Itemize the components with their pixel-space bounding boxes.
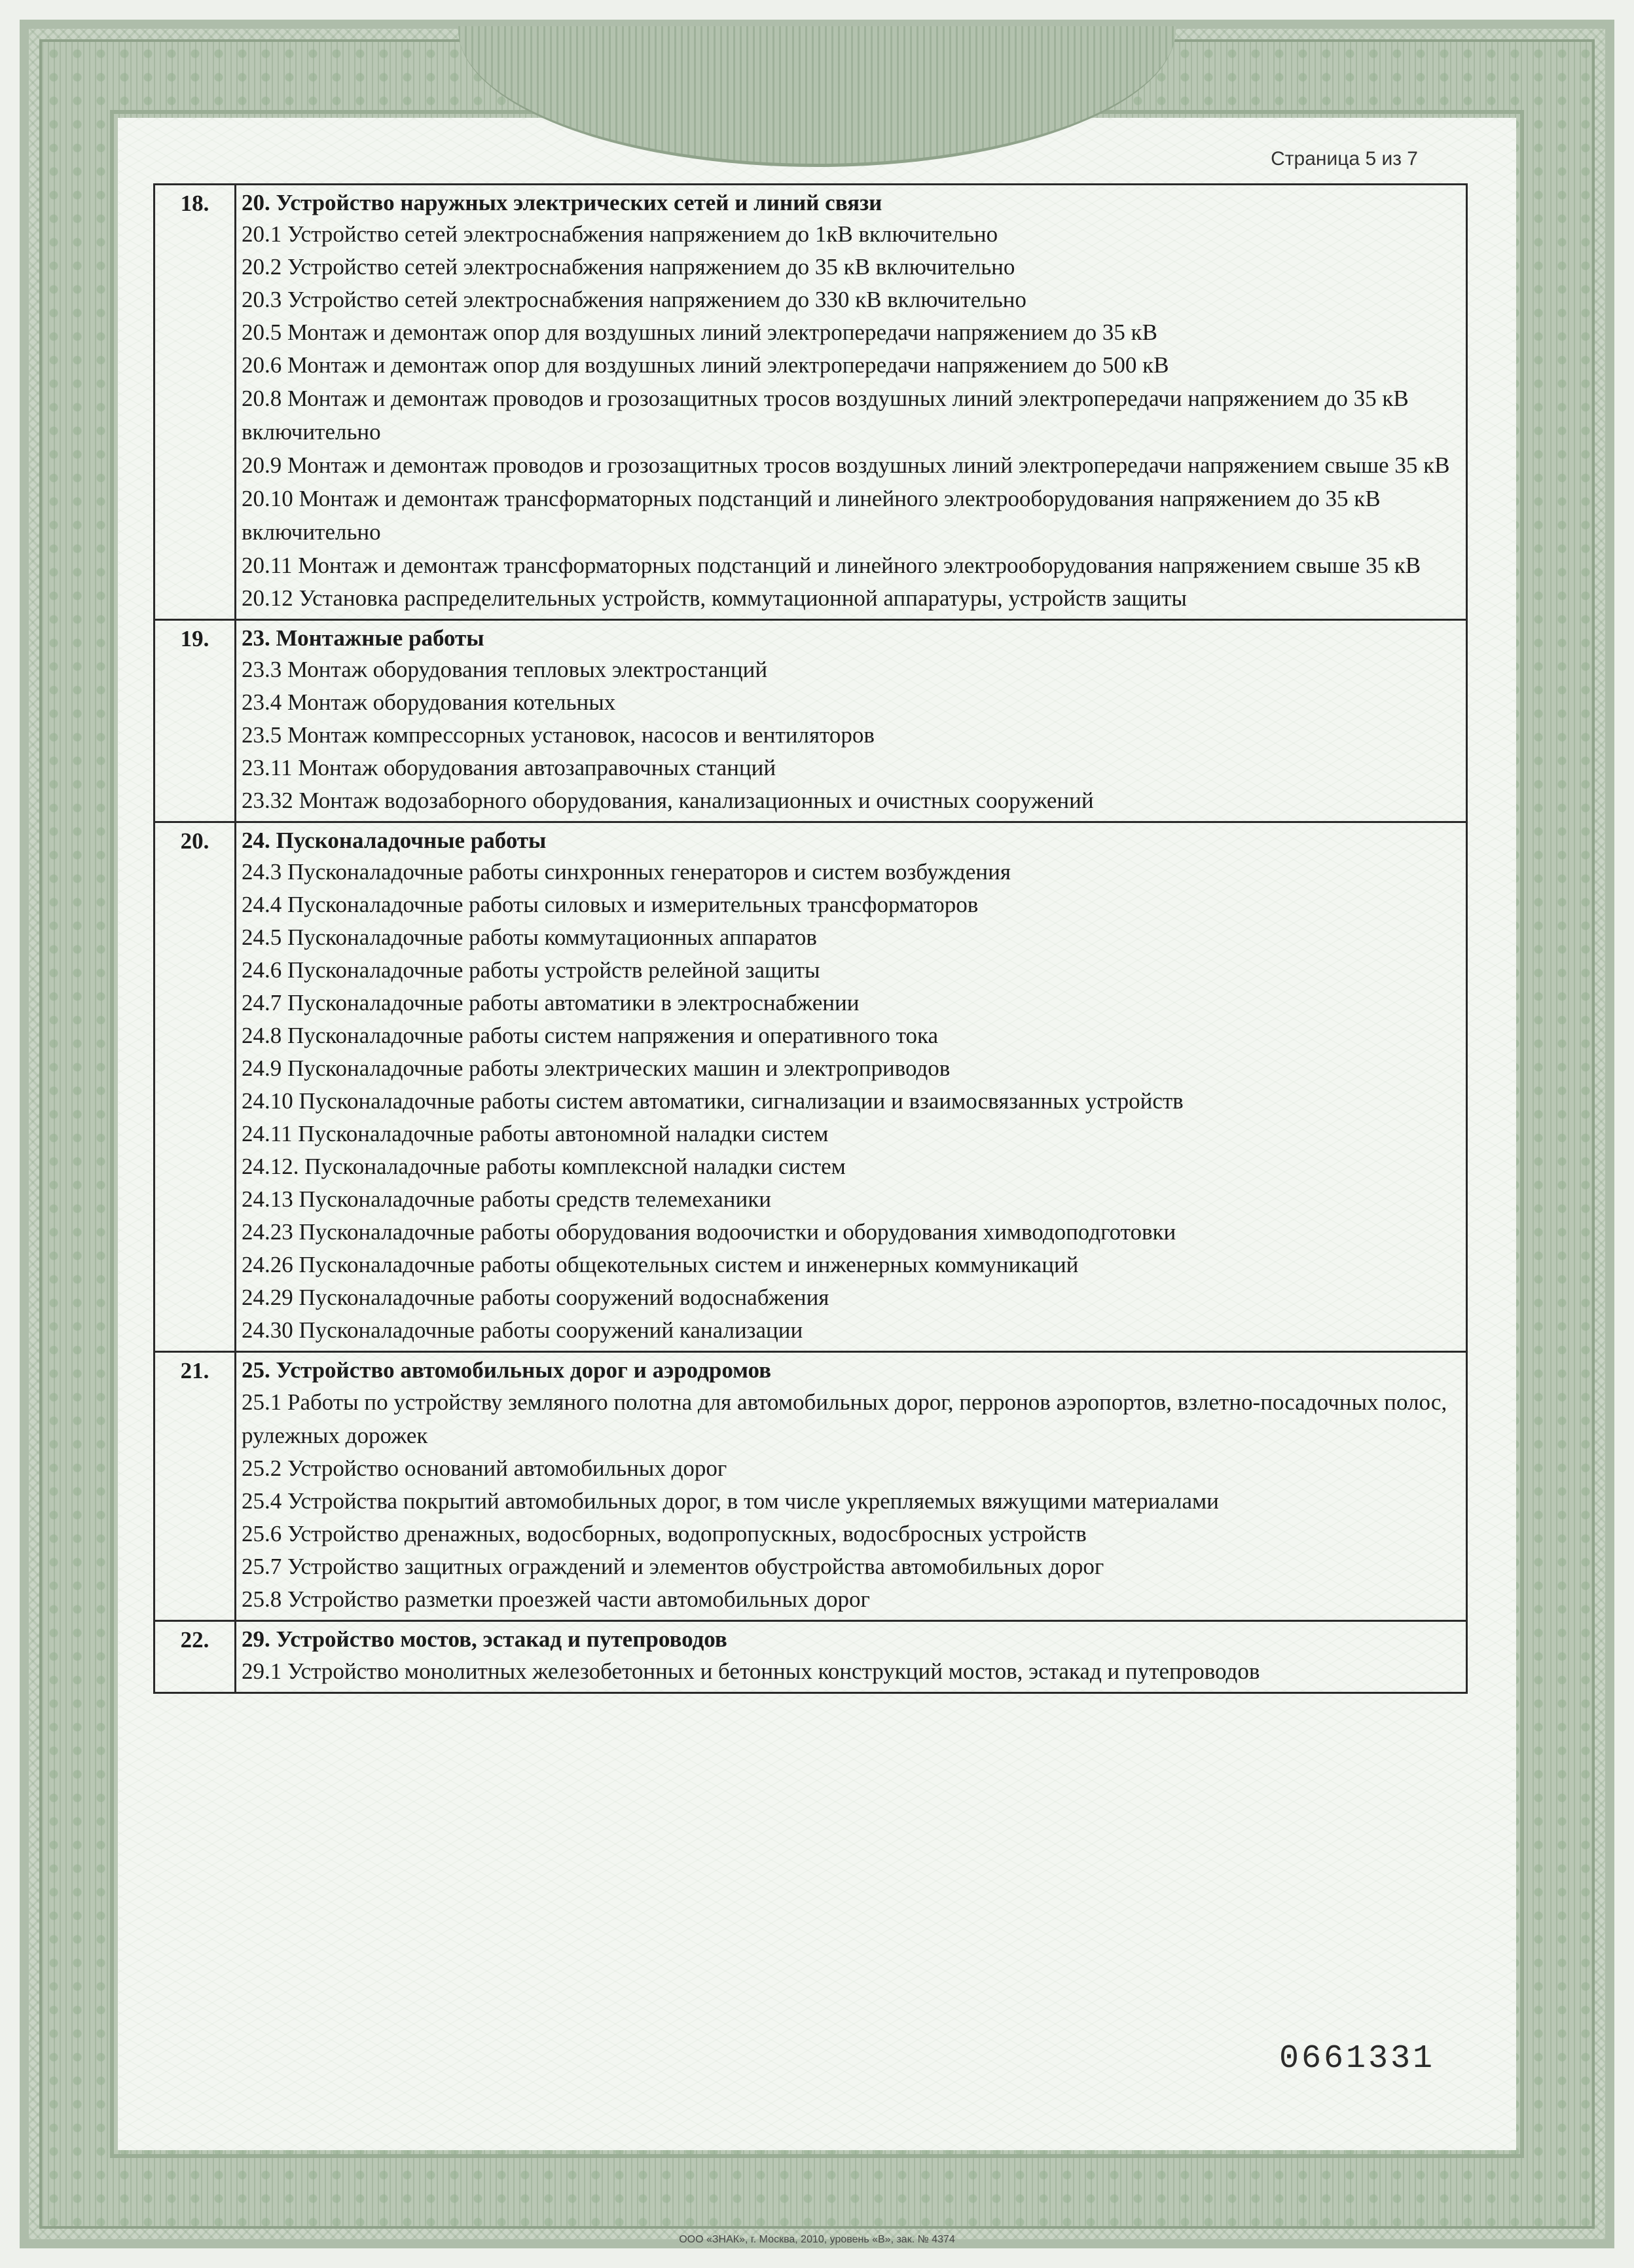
section-row: [154, 822, 1467, 1352]
works-table: [153, 183, 1468, 1694]
work-item: 25.6 Устройство дренажных, водосборных, водопропускных, водосбросных устройств: [242, 1521, 1087, 1546]
section-title: 23. Монтажные работы: [242, 625, 484, 651]
work-item: 24.11 Пусконаладочные работы автономной наладки систем: [242, 1121, 829, 1146]
work-item: 25.8 Устройство разметки проезжей части автомобильных дорог: [242, 1586, 870, 1612]
work-item: 25.4 Устройства покрытий автомобильных дорог, в том числе укрепляемых вяжущими материалами: [242, 1488, 1219, 1514]
work-item: 24.30 Пусконаладочные работы сооружений канализации: [242, 1317, 803, 1343]
work-item: 23.5 Монтаж компрессорных установок, насосов и вентиляторов: [242, 722, 875, 748]
work-item: 25.2 Устройство оснований автомобильных дорог: [242, 1455, 727, 1481]
work-item: 20.8 Монтаж и демонтаж проводов и грозозащитных тросов воздушных линий электропередачи напряжением до 35 кВ включительно: [242, 386, 1409, 445]
serial-number: 0661331: [1279, 2040, 1436, 2077]
work-item: 20.12 Установка распределительных устройств, коммутационной аппаратуры, устройств защиты: [242, 585, 1187, 611]
section-number: 21.: [154, 1352, 236, 1621]
work-item: 24.13 Пусконаладочные работы средств телемеханики: [242, 1186, 771, 1212]
work-item: 24.3 Пусконаладочные работы синхронных генераторов и систем возбуждения: [242, 859, 1011, 885]
section-number: 18.: [154, 185, 236, 620]
work-item: 20.9 Монтаж и демонтаж проводов и грозозащитных тросов воздушных линий электропередачи напряжением свыше 35 кВ: [242, 452, 1450, 478]
section-title: 24. Пусконаладочные работы: [242, 828, 547, 853]
work-item: 24.23 Пусконаладочные работы оборудования водоочистки и оборудования химводоподготовки: [242, 1219, 1176, 1245]
printer-footer: ООО «ЗНАК», г. Москва, 2010, уровень «В», зак. № 4374: [679, 2234, 955, 2245]
work-item: 24.4 Пусконаладочные работы силовых и измерительных трансформаторов: [242, 892, 979, 917]
work-item: 23.11 Монтаж оборудования автозаправочных станций: [242, 755, 776, 780]
work-item: 25.1 Работы по устройству земляного полотна для автомобильных дорог, перронов аэропортов, взлетно-посадочных полос, рулежных дорожек: [242, 1389, 1447, 1448]
works-table-body: [154, 185, 1467, 1693]
work-item: 20.6 Монтаж и демонтаж опор для воздушных линий электропередачи напряжением до 500 кВ: [242, 352, 1169, 378]
work-item: 20.2 Устройство сетей электроснабжения напряжением до 35 кВ включительно: [242, 254, 1015, 280]
section-content: [236, 1621, 1467, 1693]
work-item: 24.8 Пусконаладочные работы систем напряжения и оперативного тока: [242, 1023, 939, 1048]
work-item: 23.32 Монтаж водозаборного оборудования, канализационных и очистных сооружений: [242, 788, 1094, 813]
section-content: [236, 1352, 1467, 1621]
work-item: 24.10 Пусконаладочные работы систем автоматики, сигнализации и взаимосвязанных устройств: [242, 1088, 1184, 1114]
section-row: [154, 1352, 1467, 1621]
section-content: [236, 822, 1467, 1352]
work-item: 20.5 Монтаж и демонтаж опор для воздушных линий электропередачи напряжением до 35 кВ: [242, 320, 1157, 345]
work-item: 23.4 Монтаж оборудования котельных: [242, 689, 616, 715]
section-content: [236, 185, 1467, 620]
work-item: 20.1 Устройство сетей электроснабжения напряжением до 1кВ включительно: [242, 221, 998, 247]
work-item: 24.6 Пусконаладочные работы устройств релейной защиты: [242, 957, 820, 983]
section-number: 19.: [154, 620, 236, 822]
section-content: [236, 620, 1467, 822]
section-row: [154, 620, 1467, 822]
work-item: 29.1 Устройство монолитных железобетонных и бетонных конструкций мостов, эстакад и путепроводов: [242, 1658, 1260, 1684]
section-title: 25. Устройство автомобильных дорог и аэродромов: [242, 1357, 772, 1383]
section-title: 20. Устройство наружных электрических сетей и линий связи: [242, 190, 882, 215]
section-row: [154, 185, 1467, 620]
section-number: 20.: [154, 822, 236, 1352]
work-item: 20.11 Монтаж и демонтаж трансформаторных подстанций и линейного электрооборудования напряжением свыше 35 кВ: [242, 553, 1421, 578]
work-item: 24.7 Пусконаладочные работы автоматики в электроснабжении: [242, 990, 860, 1015]
page-number: Страница 5 из 7: [1271, 148, 1418, 170]
work-item: 24.5 Пусконаладочные работы коммутационных аппаратов: [242, 924, 817, 950]
section-number: 22.: [154, 1621, 236, 1693]
work-item: 24.9 Пусконаладочные работы электрических машин и электроприводов: [242, 1055, 951, 1081]
work-item: 24.29 Пусконаладочные работы сооружений водоснабжения: [242, 1285, 829, 1310]
work-item: 24.12. Пусконаладочные работы комплексной наладки систем: [242, 1154, 846, 1179]
work-item: 25.7 Устройство защитных ограждений и элементов обустройства автомобильных дорог: [242, 1554, 1104, 1579]
work-item: 20.10 Монтаж и демонтаж трансформаторных подстанций и линейного электрооборудования напряжением до 35 кВ включительно: [242, 486, 1381, 545]
work-item: 23.3 Монтаж оборудования тепловых электростанций: [242, 657, 768, 682]
work-item: 24.26 Пусконаладочные работы общекотельных систем и инженерных коммуникаций: [242, 1252, 1079, 1277]
work-item: 20.3 Устройство сетей электроснабжения напряжением до 330 кВ включительно: [242, 287, 1026, 312]
section-title: 29. Устройство мостов, эстакад и путепроводов: [242, 1626, 727, 1652]
section-row: [154, 1621, 1467, 1693]
